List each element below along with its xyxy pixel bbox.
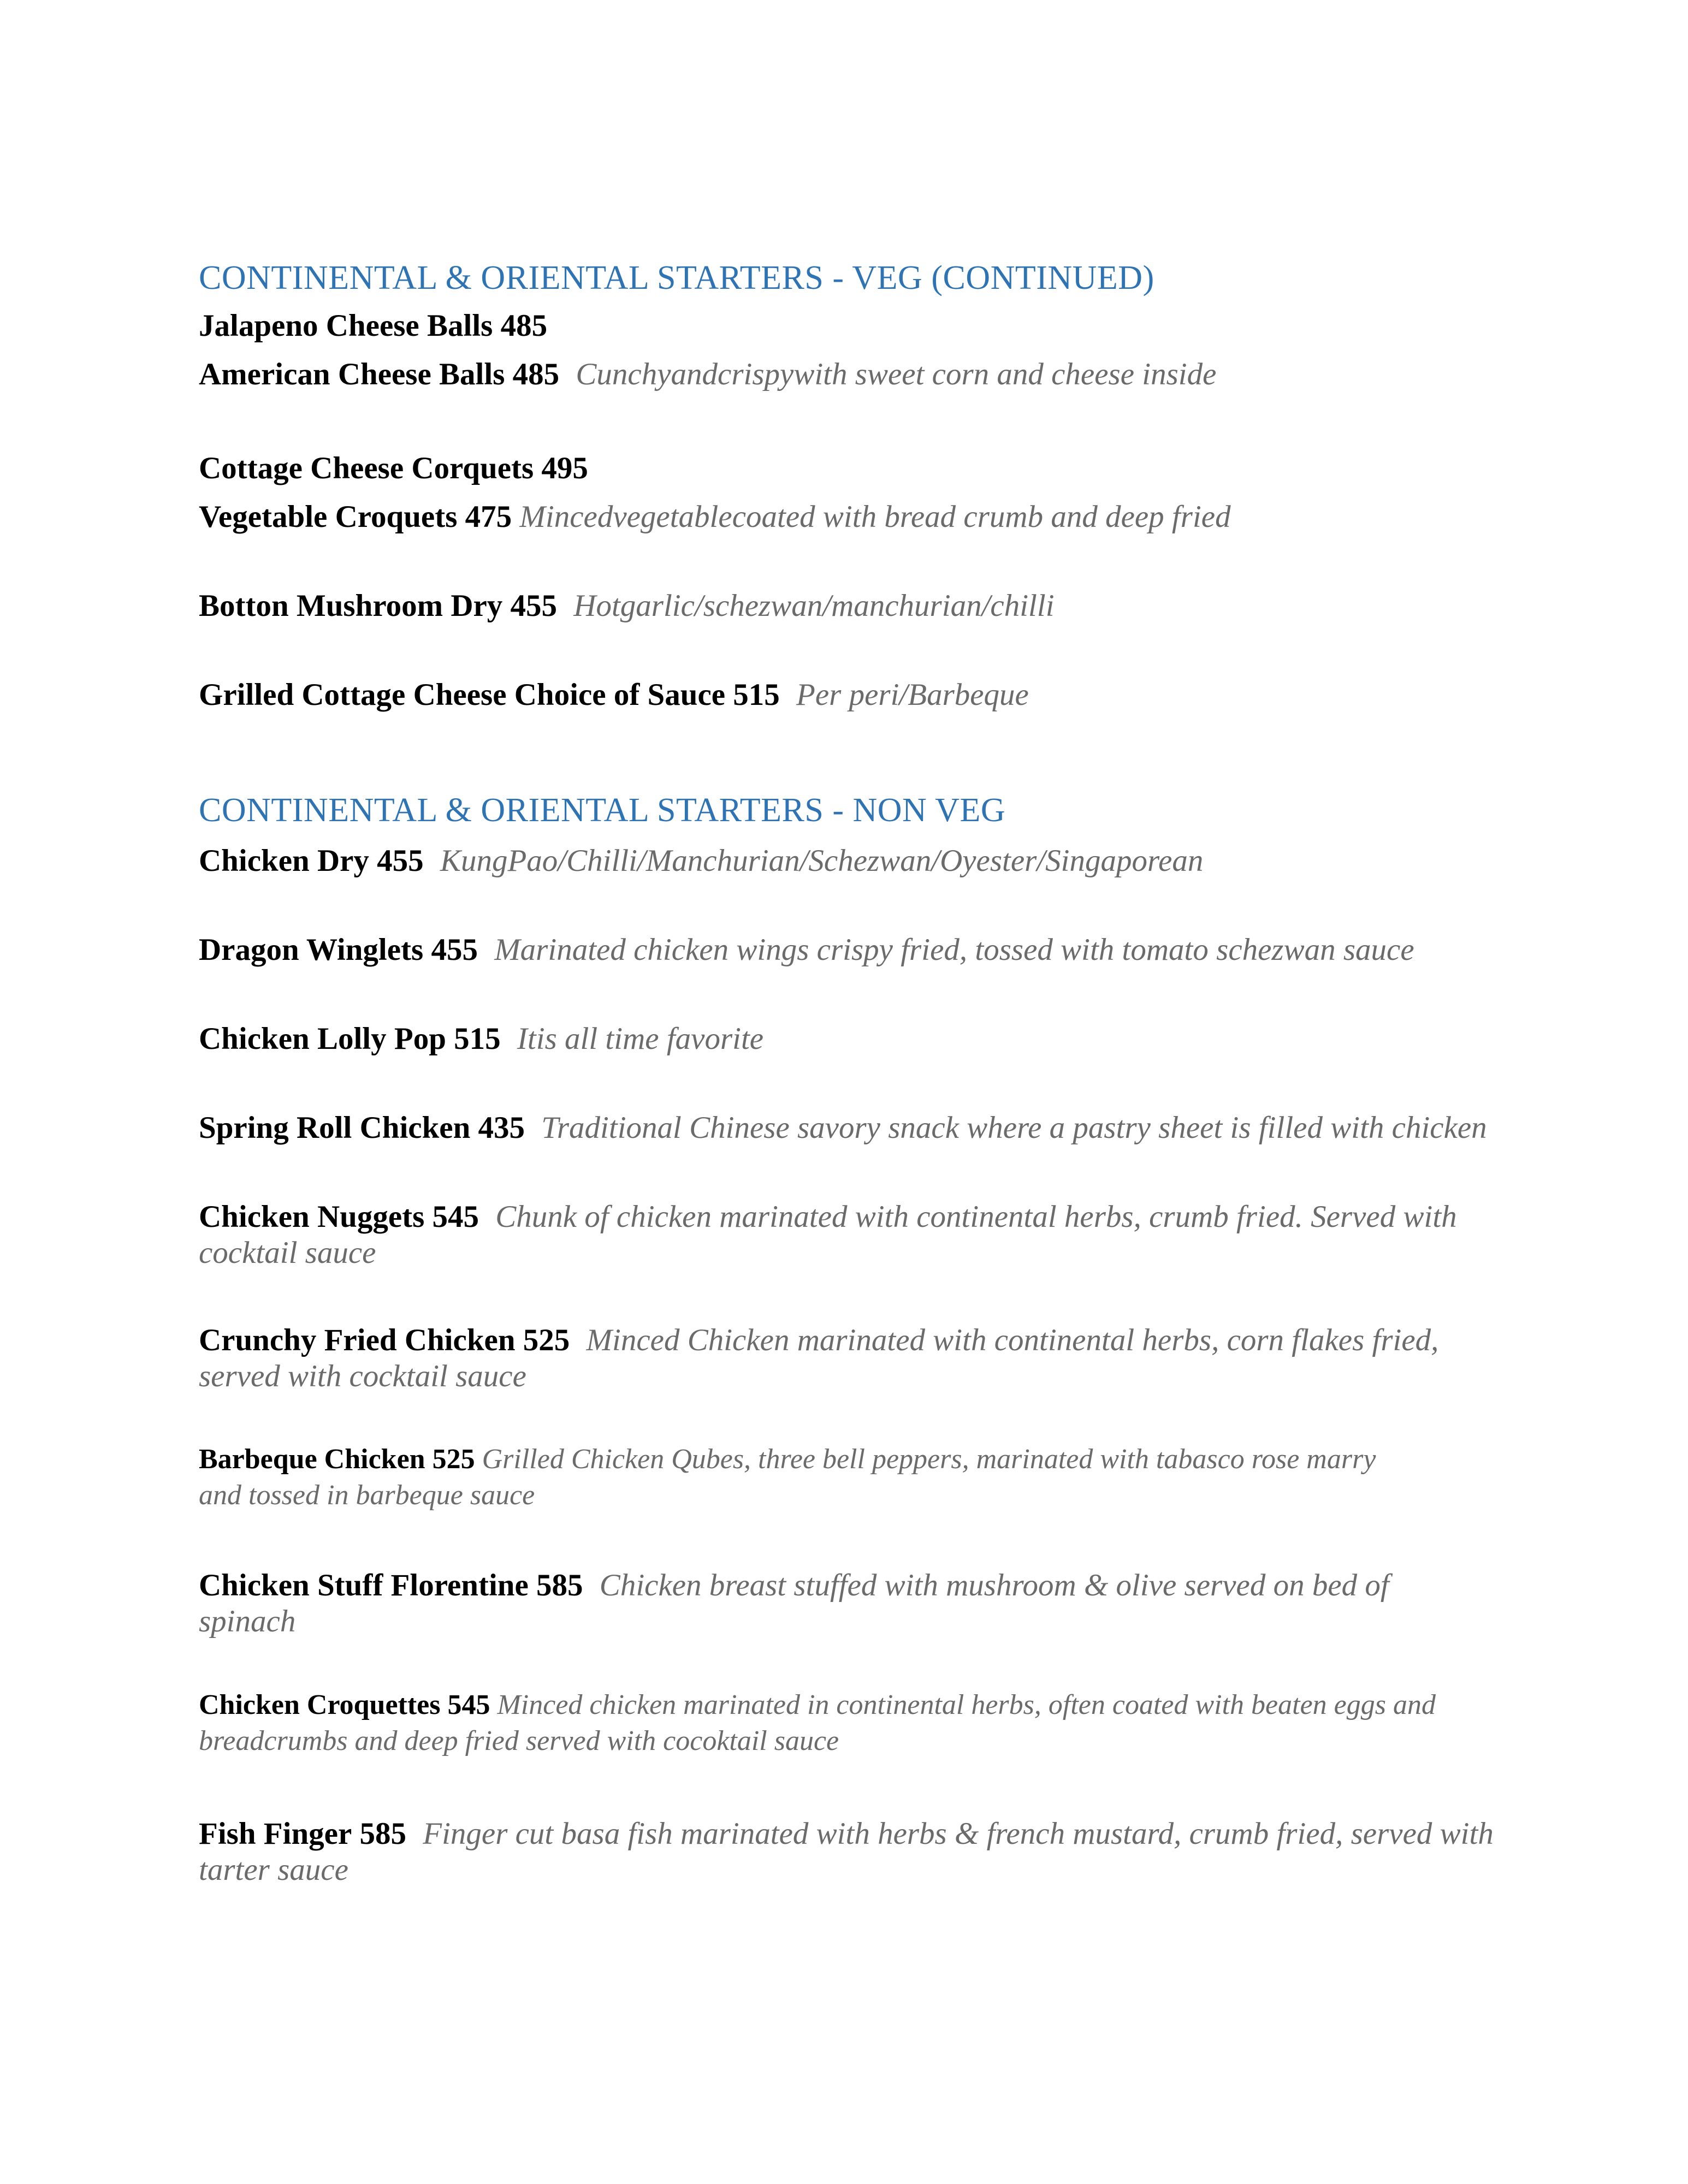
item-description: Minced chicken marinated in continental herbs, often coated with beaten eggs and breadcrumbs and deep fried served with cocoktail sauce — [199, 1689, 1436, 1756]
menu-item — [199, 1322, 1509, 1394]
item-name: American Cheese Balls — [199, 357, 505, 391]
menu-item — [199, 1816, 1509, 1888]
menu-item — [199, 1199, 1509, 1271]
item-price: 435 — [478, 1111, 525, 1145]
item-name: Botton Mushroom Dry — [199, 589, 503, 623]
item-name: Barbeque Chicken — [199, 1444, 425, 1475]
menu-item — [199, 357, 1509, 393]
item-price: 545 — [447, 1689, 490, 1720]
menu-item — [199, 843, 1509, 879]
item-description: Traditional Chinese savory snack where a pastry sheet is filled with chicken — [541, 1111, 1487, 1145]
menu-item — [199, 1687, 1455, 1759]
item-description: Grilled Chicken Qubes, three bell peppers, marinated with tabasco rose marry and tossed in barbeque sauce — [199, 1444, 1376, 1511]
item-price: 485 — [512, 357, 560, 391]
item-name: Jalapeno Cheese Balls — [199, 308, 493, 343]
item-name: Vegetable Croquets — [199, 500, 458, 534]
menu-item — [199, 1110, 1509, 1146]
item-description: Finger cut basa fish marinated with herbs & french mustard, crumb fried, served with tarter sauce — [199, 1817, 1494, 1887]
item-description: Minced Chicken marinated with continental herbs, corn flakes fried, served with cocktail sauce — [199, 1323, 1439, 1393]
item-description: Hotgarlic/schezwan/manchurian/chilli — [573, 589, 1055, 623]
menu-item — [199, 1441, 1400, 1514]
item-price: 525 — [432, 1444, 475, 1475]
item-price: 515 — [454, 1022, 501, 1056]
item-name: Fish Finger — [199, 1817, 352, 1851]
item-description: KungPao/Chilli/Manchurian/Schezwan/Oyester/Singaporean — [440, 844, 1204, 878]
item-name: Chicken Stuff Florentine — [199, 1568, 529, 1603]
item-price: 455 — [431, 933, 478, 967]
menu-item — [199, 499, 1509, 535]
item-description: Cunchyandcrispywith sweet corn and cheese inside — [576, 357, 1217, 391]
menu-item — [199, 308, 1509, 344]
item-name: Cottage Cheese Corquets — [199, 451, 534, 485]
item-price: 475 — [465, 500, 512, 534]
item-name: Chicken Nuggets — [199, 1200, 425, 1234]
item-price: 495 — [541, 451, 588, 485]
menu-item — [199, 588, 1509, 624]
item-price: 585 — [536, 1568, 583, 1603]
item-price: 545 — [432, 1200, 479, 1234]
item-description: Mincedvegetablecoated with bread crumb and deep fried — [519, 500, 1231, 534]
item-price: 455 — [377, 844, 424, 878]
menu-item — [199, 1021, 1509, 1057]
item-description: Chicken breast stuffed with mushroom & olive served on bed of spinach — [199, 1568, 1389, 1639]
menu-item — [199, 1568, 1455, 1640]
section-heading-non-veg: CONTINENTAL & ORIENTAL STARTERS - NON VEG — [199, 792, 1006, 829]
item-name: Crunchy Fried Chicken — [199, 1323, 516, 1357]
item-price: 515 — [733, 678, 780, 712]
item-name: Chicken Dry — [199, 844, 369, 878]
item-description: Per peri/Barbeque — [796, 678, 1029, 712]
item-price: 525 — [523, 1323, 570, 1357]
item-name: Spring Roll Chicken — [199, 1111, 471, 1145]
item-description: Itis all time favorite — [517, 1022, 764, 1056]
item-price: 455 — [510, 589, 558, 623]
item-name: Chicken Croquettes — [199, 1689, 441, 1720]
item-description: Marinated chicken wings crispy fried, tossed with tomato schezwan sauce — [494, 933, 1414, 967]
item-price: 585 — [359, 1817, 406, 1851]
menu-item — [199, 450, 1509, 486]
item-name: Grilled Cottage Cheese Choice of Sauce — [199, 678, 726, 712]
item-price: 485 — [500, 308, 548, 343]
item-description: Chunk of chicken marinated with continental herbs, crumb fried. Served with cocktail sauce — [199, 1200, 1457, 1270]
section-heading-veg: CONTINENTAL & ORIENTAL STARTERS - VEG (CONTINUED) — [199, 259, 1154, 296]
menu-item — [199, 932, 1509, 968]
item-name: Dragon Winglets — [199, 933, 424, 967]
item-name: Chicken Lolly Pop — [199, 1022, 446, 1056]
menu-item — [199, 677, 1509, 713]
